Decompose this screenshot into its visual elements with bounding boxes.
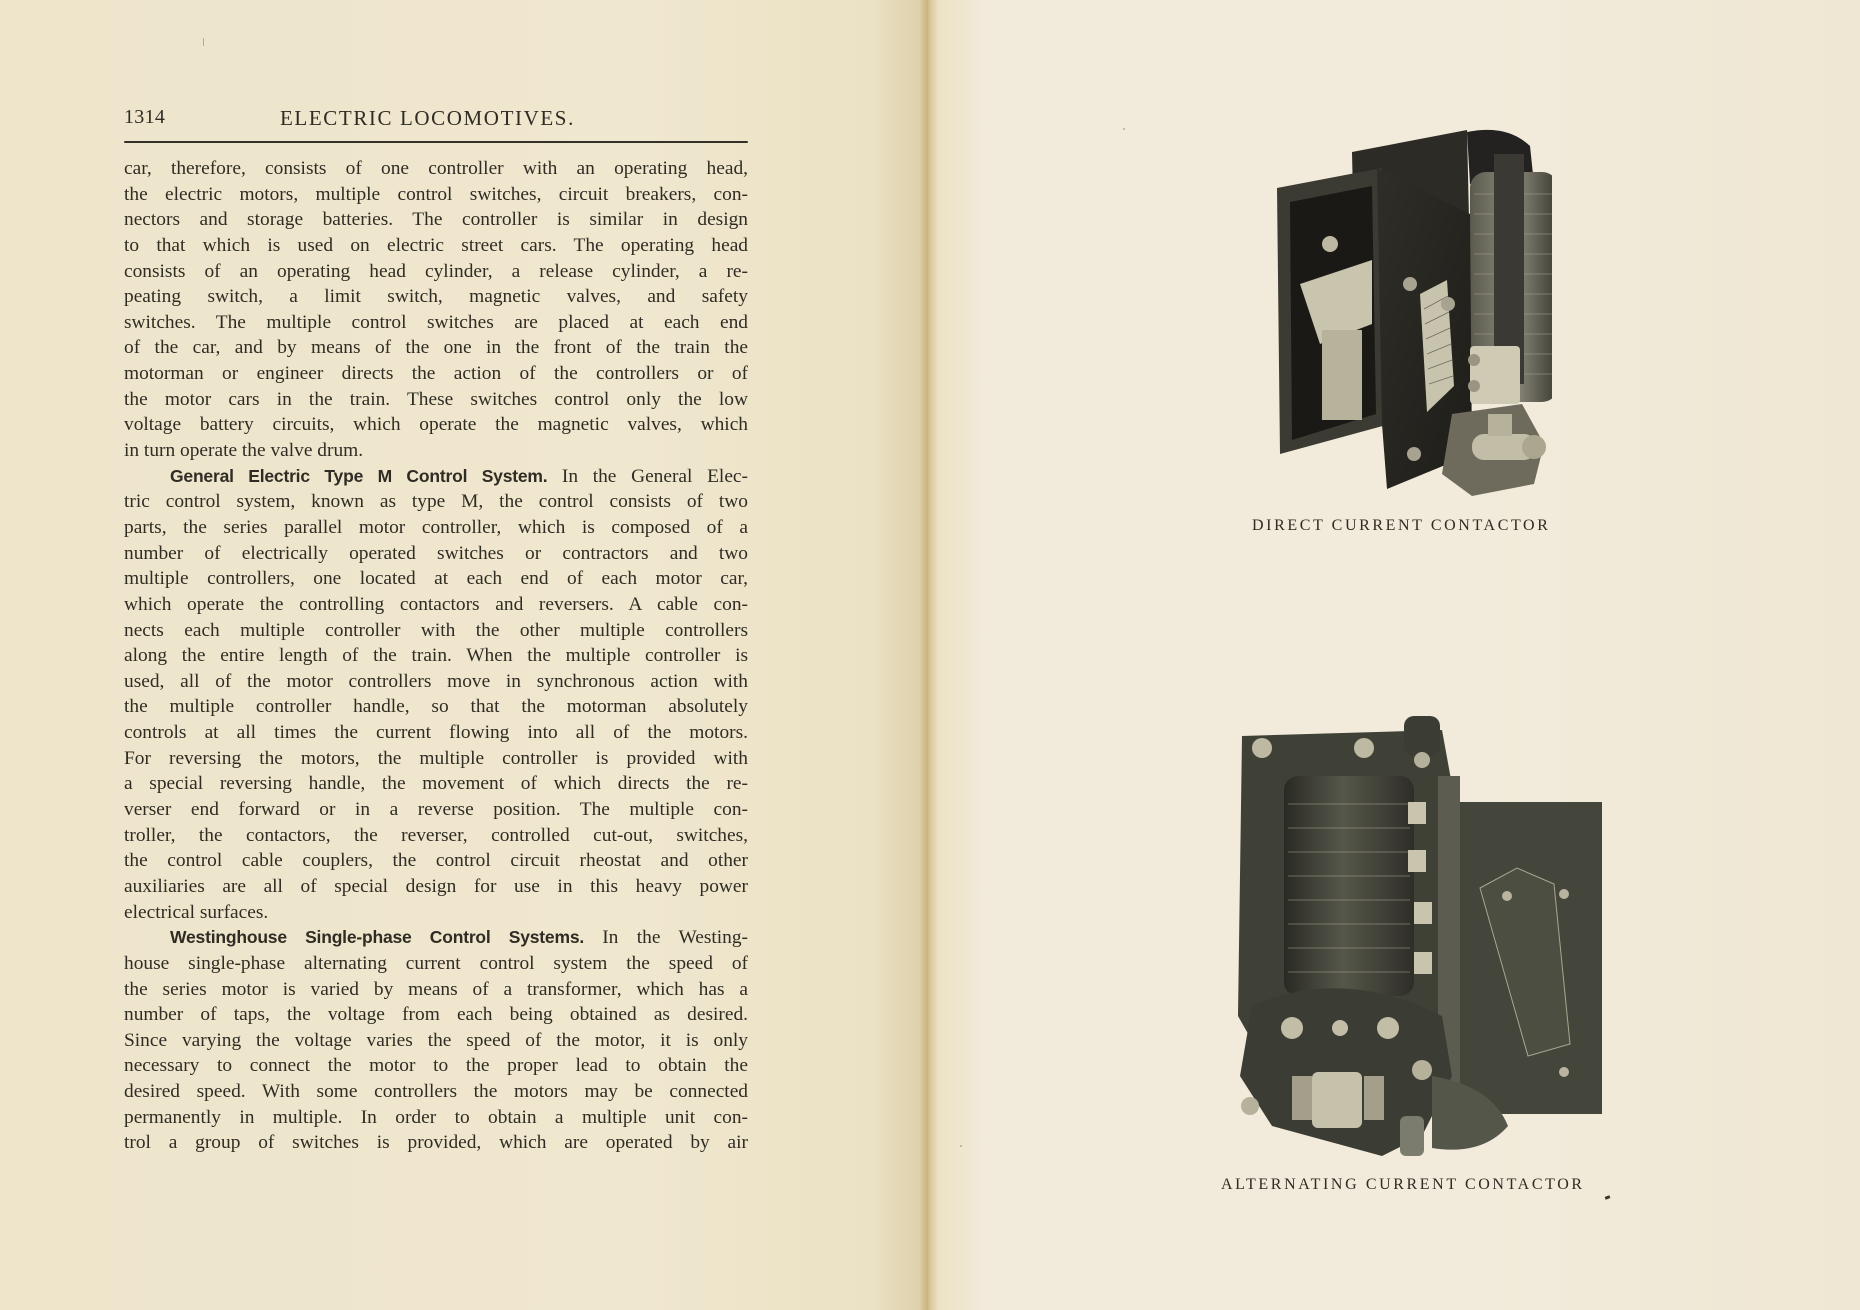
text-line: nectors and storage batteries. The controller is similar in design — [124, 209, 748, 231]
text-line: auxiliaries are all of special design for use in this heavy power — [124, 875, 748, 897]
text-line: used, all of the motor controllers move in synchronous action with — [124, 670, 748, 692]
text-line: the motor cars in the train. These switches control only the low — [124, 388, 748, 410]
text-line: a special reversing handle, the movement of which directs the re- — [124, 773, 748, 795]
text-line: controls at all times the current flowing into all of the motors. — [124, 722, 748, 744]
text-line: verser end forward or in a reverse position. The multiple con- — [124, 799, 748, 821]
text-line: the series motor is varied by means of a transformer, which has a — [124, 978, 748, 1000]
text-line: the control cable couplers, the control circuit rheostat and other — [124, 850, 748, 872]
direct-current-contactor-figure — [1272, 124, 1552, 508]
page-number: 1314 — [124, 106, 166, 128]
body-text — [124, 156, 748, 1156]
text-line: motorman or engineer directs the action of the controllers or of — [124, 363, 748, 385]
text-line: multiple controllers, one located at each end of each motor car, — [124, 568, 748, 590]
book-gutter — [920, 0, 936, 1310]
text-line: which operate the controlling contactors and reversers. A cable con- — [124, 593, 748, 615]
text-line: permanently in multiple. In order to obtain a multiple unit con- — [124, 1106, 748, 1128]
text-line: number of electrically operated switches or contractors and two — [124, 542, 748, 564]
paragraph-heading-line: General Electric Type M Control System. In the General Elec- — [170, 465, 748, 487]
text-line: necessary to connect the motor to the proper lead to obtain the — [124, 1055, 748, 1077]
text-line: peating switch, a limit switch, magnetic valves, and safety — [124, 286, 748, 308]
text-line: parts, the series parallel motor controller, which is composed of a — [124, 516, 748, 538]
text-line: desired speed. With some controllers the motors may be connected — [124, 1081, 748, 1103]
text-line: For reversing the motors, the multiple controller is provided with — [124, 747, 748, 769]
figure-caption-alternating-current: ALTERNATING CURRENT CONTACTOR — [1221, 1176, 1585, 1193]
text-line: in turn operate the valve drum. — [124, 440, 364, 462]
paper-speck — [203, 38, 204, 46]
text-line: nects each multiple controller with the other multiple controllers — [124, 619, 748, 641]
paper-speck — [1123, 128, 1125, 130]
text-line: car, therefore, consists of one controller with an operating head, — [124, 158, 748, 179]
text-line: along the entire length of the train. When the multiple controller is — [124, 645, 748, 667]
direct-current-contactor-photo — [1272, 124, 1552, 508]
text-line: troller, the contactors, the reverser, controlled cut-out, switches, — [124, 824, 748, 846]
paragraph-heading-line: Westinghouse Single-phase Control Systems. In the Westing- — [170, 927, 748, 949]
text-line: number of taps, the voltage from each being obtained as desired. — [124, 1004, 748, 1026]
running-title: ELECTRIC LOCOMOTIVES. — [280, 106, 575, 130]
text-line: house single-phase alternating current control system the speed of — [124, 952, 748, 974]
text-line: consists of an operating head cylinder, a release cylinder, a re- — [124, 260, 748, 282]
section-heading: Westinghouse Single-phase Control Systems. — [170, 927, 603, 948]
text-line: trol a group of switches is provided, which are operated by air — [124, 1132, 748, 1154]
paper-speck — [960, 1145, 962, 1147]
section-heading: General Electric Type M Control System. — [170, 465, 562, 486]
running-head — [124, 106, 748, 136]
text-line: to that which is used on electric street cars. The operating head — [124, 234, 748, 256]
text-line: of the car, and by means of the one in the front of the train the — [124, 337, 748, 359]
text-line: voltage battery circuits, which operate the magnetic valves, which — [124, 414, 748, 436]
text-line: the multiple controller handle, so that the motorman absolutely — [124, 696, 748, 718]
text-line: electrical surfaces. — [124, 901, 269, 923]
figure-caption-direct-current: DIRECT CURRENT CONTACTOR — [1252, 517, 1551, 534]
text-line: the electric motors, multiple control switches, circuit breakers, con- — [124, 183, 748, 205]
text-line: switches. The multiple control switches are placed at each end — [124, 311, 748, 333]
text-line: tric control system, known as type M, the control consists of two — [124, 491, 748, 513]
alternating-current-contactor-figure — [1232, 716, 1602, 1162]
header-rule — [124, 141, 748, 143]
alternating-current-contactor-photo — [1232, 716, 1602, 1162]
text-line: Since varying the voltage varies the speed of the motor, it is only — [124, 1029, 748, 1051]
